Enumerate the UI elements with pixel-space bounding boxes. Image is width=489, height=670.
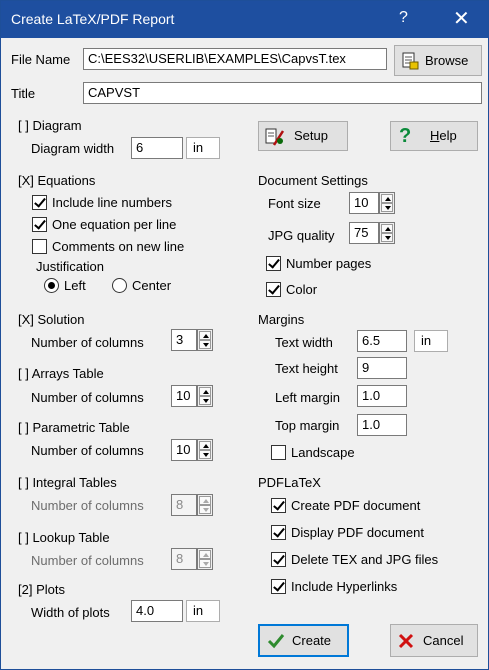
browse-icon bbox=[401, 52, 419, 70]
color-label: Color bbox=[286, 282, 318, 297]
lookup-columns-label: Number of columns bbox=[31, 553, 144, 568]
margins-header: Margins bbox=[258, 312, 305, 327]
parametric-columns-label: Number of columns bbox=[31, 443, 144, 458]
checkmark-icon bbox=[267, 633, 285, 649]
help-label: Help bbox=[430, 128, 457, 143]
create-pdf-label: Create PDF document bbox=[291, 498, 421, 513]
help-button[interactable] bbox=[390, 121, 478, 151]
arrays-table-header[interactable]: [ ] Arrays Table bbox=[18, 366, 104, 381]
font-size-input[interactable]: 10 bbox=[349, 192, 379, 214]
comments-new-line-checkbox[interactable] bbox=[32, 239, 47, 254]
file-name-input[interactable]: C:\EES32\USERLIB\EXAMPLES\CapvsT.tex bbox=[83, 48, 387, 70]
help-icon[interactable]: ? bbox=[399, 9, 408, 26]
integral-columns-spinner[interactable] bbox=[197, 494, 213, 516]
browse-button[interactable] bbox=[394, 45, 482, 76]
arrays-columns-spinner[interactable] bbox=[197, 385, 213, 407]
setup-button[interactable] bbox=[258, 121, 348, 151]
help-question-icon: ? bbox=[399, 125, 412, 147]
lookup-columns-spinner[interactable] bbox=[197, 548, 213, 570]
number-pages-label: Number pages bbox=[286, 256, 372, 271]
plots-width-input[interactable]: 4.0 bbox=[131, 600, 183, 622]
display-pdf-checkbox[interactable] bbox=[271, 525, 286, 540]
one-equation-per-line-checkbox[interactable] bbox=[32, 217, 47, 232]
delete-files-label: Delete TEX and JPG files bbox=[291, 552, 439, 567]
title-bar bbox=[1, 1, 488, 38]
setup-icon bbox=[265, 127, 285, 147]
solution-columns-label: Number of columns bbox=[31, 335, 144, 350]
browse-label: Browse bbox=[425, 53, 469, 68]
title-label: Title bbox=[11, 86, 36, 101]
diagram-width-unit: in bbox=[186, 137, 220, 159]
cancel-x-icon bbox=[398, 633, 414, 649]
file-name-label: File Name bbox=[11, 52, 71, 67]
solution-columns-spinner[interactable] bbox=[197, 329, 213, 351]
comments-new-line-label: Comments on new line bbox=[52, 239, 185, 254]
diagram-width-label: Diagram width bbox=[31, 141, 115, 156]
justification-label: Justification bbox=[36, 259, 104, 274]
justify-left-label: Left bbox=[64, 278, 86, 293]
plots-width-unit: in bbox=[186, 600, 220, 622]
title-input[interactable]: CAPVST bbox=[83, 82, 482, 104]
include-line-numbers-label: Include line numbers bbox=[52, 195, 172, 210]
cancel-label: Cancel bbox=[423, 633, 464, 648]
color-checkbox[interactable] bbox=[266, 282, 281, 297]
include-line-numbers-checkbox[interactable] bbox=[32, 195, 47, 210]
lookup-table-header[interactable]: [ ] Lookup Table bbox=[18, 530, 110, 545]
jpg-quality-spinner[interactable] bbox=[379, 222, 395, 244]
window-title: Create LaTeX/PDF Report bbox=[11, 11, 175, 27]
justify-center-radio[interactable] bbox=[112, 278, 127, 293]
integral-columns-label: Number of columns bbox=[31, 498, 144, 513]
solution-columns-input[interactable]: 3 bbox=[171, 329, 197, 351]
pdflatex-header: PDFLaTeX bbox=[258, 475, 321, 490]
arrays-columns-input[interactable]: 10 bbox=[171, 385, 197, 407]
top-margin-input[interactable]: 1.0 bbox=[357, 414, 407, 436]
cancel-button[interactable] bbox=[390, 624, 478, 657]
create-button[interactable] bbox=[258, 624, 349, 657]
font-size-label: Font size bbox=[268, 196, 321, 211]
landscape-checkbox[interactable] bbox=[271, 445, 286, 460]
text-width-label: Text width bbox=[275, 335, 333, 350]
left-margin-label: Left margin bbox=[275, 390, 341, 405]
text-width-input[interactable]: 6.5 bbox=[357, 330, 407, 352]
justify-left-radio[interactable] bbox=[44, 278, 59, 293]
jpg-quality-label: JPG quality bbox=[268, 228, 335, 243]
diagram-header[interactable]: [ ] Diagram bbox=[18, 118, 82, 133]
document-settings-header: Document Settings bbox=[258, 173, 368, 188]
display-pdf-label: Display PDF document bbox=[291, 525, 424, 540]
solution-header[interactable]: [X] Solution bbox=[18, 312, 85, 327]
one-equation-per-line-label: One equation per line bbox=[52, 217, 177, 232]
justify-center-label: Center bbox=[132, 278, 172, 293]
parametric-columns-input[interactable]: 10 bbox=[171, 439, 197, 461]
left-margin-input[interactable]: 1.0 bbox=[357, 385, 407, 407]
text-height-label: Text height bbox=[275, 361, 338, 376]
plots-width-label: Width of plots bbox=[31, 605, 110, 620]
parametric-table-header[interactable]: [ ] Parametric Table bbox=[18, 420, 130, 435]
font-size-spinner[interactable] bbox=[379, 192, 395, 214]
integral-tables-header[interactable]: [ ] Integral Tables bbox=[18, 475, 117, 490]
top-margin-label: Top margin bbox=[275, 418, 340, 433]
create-label: Create bbox=[292, 633, 332, 648]
equations-header[interactable]: [X] Equations bbox=[18, 173, 96, 188]
parametric-columns-spinner[interactable] bbox=[197, 439, 213, 461]
close-icon[interactable]: ✕ bbox=[453, 8, 470, 30]
lookup-columns-input[interactable]: 8 bbox=[171, 548, 197, 570]
number-pages-checkbox[interactable] bbox=[266, 256, 281, 271]
include-hyperlinks-label: Include Hyperlinks bbox=[291, 579, 398, 594]
plots-header[interactable]: [2] Plots bbox=[18, 582, 65, 597]
create-pdf-checkbox[interactable] bbox=[271, 498, 286, 513]
landscape-label: Landscape bbox=[291, 445, 355, 460]
include-hyperlinks-checkbox[interactable] bbox=[271, 579, 286, 594]
diagram-width-input[interactable]: 6 bbox=[131, 137, 183, 159]
arrays-columns-label: Number of columns bbox=[31, 390, 144, 405]
delete-files-checkbox[interactable] bbox=[271, 552, 286, 567]
text-width-unit: in bbox=[414, 330, 448, 352]
jpg-quality-input[interactable]: 75 bbox=[349, 222, 379, 244]
text-height-input[interactable]: 9 bbox=[357, 357, 407, 379]
integral-columns-input[interactable]: 8 bbox=[171, 494, 197, 516]
setup-label: Setup bbox=[294, 128, 328, 143]
